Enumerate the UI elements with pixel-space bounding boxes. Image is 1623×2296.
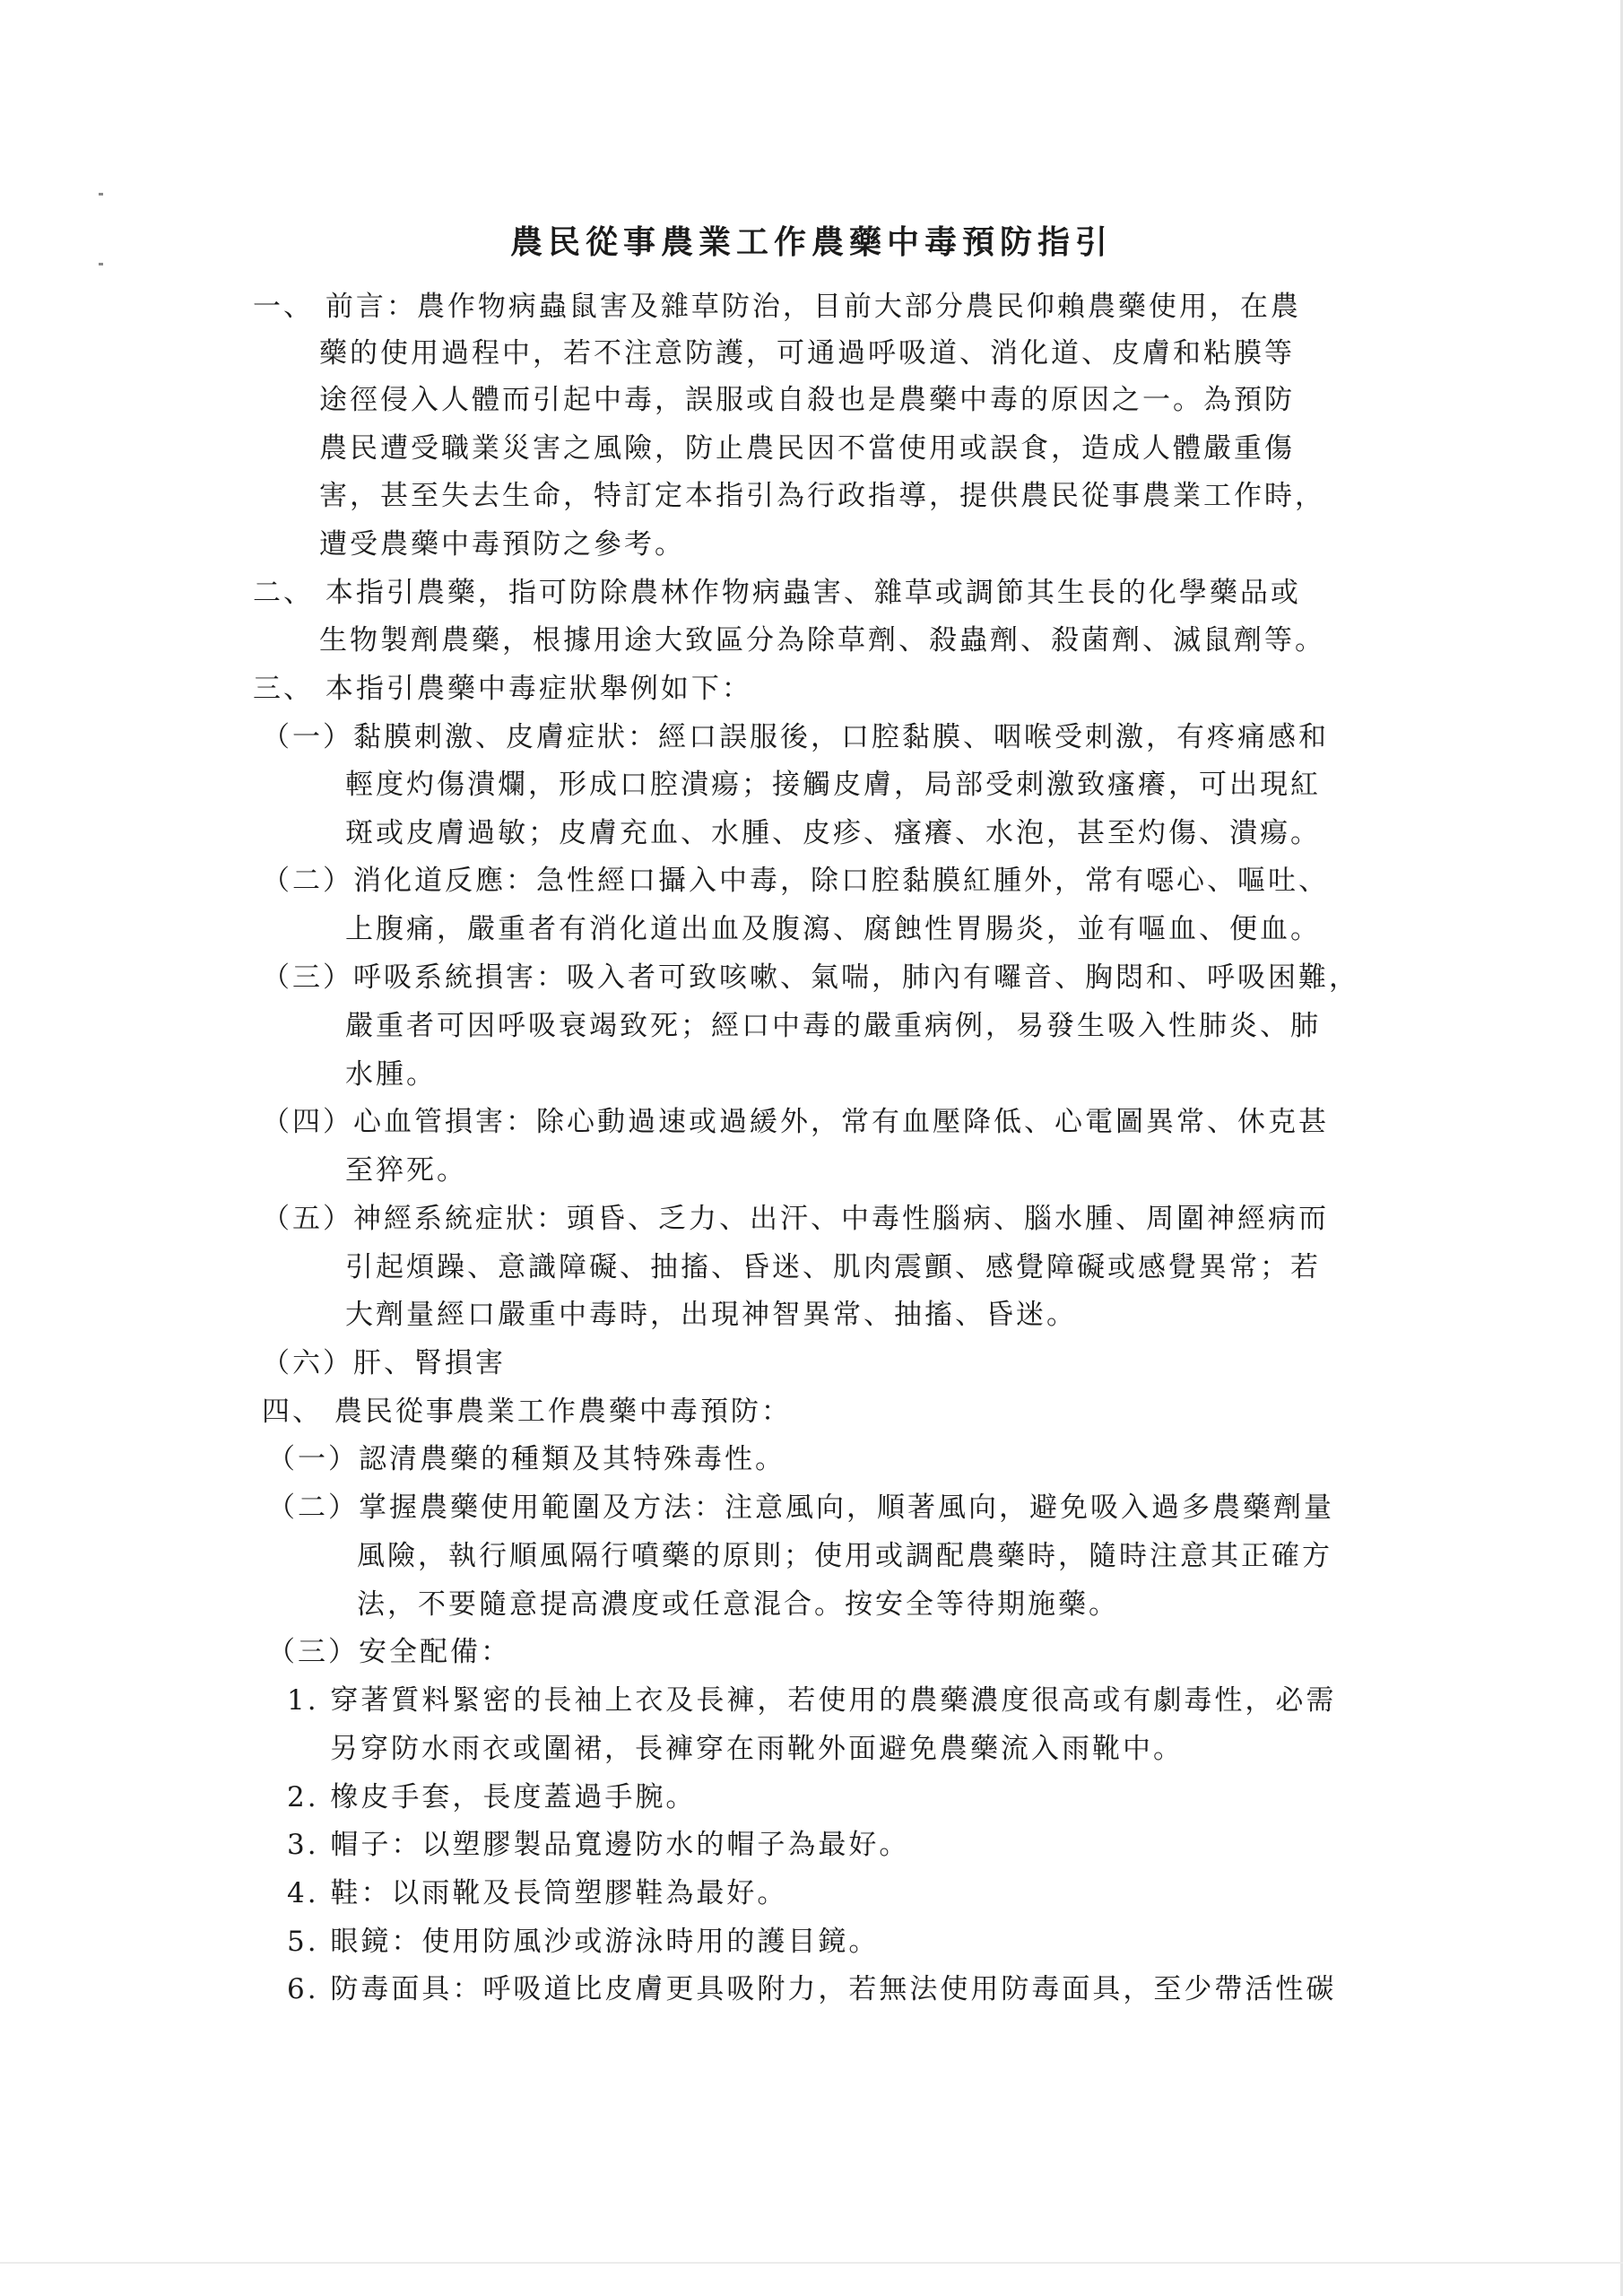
body-line: 途徑侵入人體而引起中毒，誤服或自殺也是農藥中毒的原因之一。為預防: [319, 384, 1295, 416]
body-line: 生物製劑農藥，根據用途大致區分為除草劑、殺蟲劑、殺菌劑、滅鼠劑等。: [319, 624, 1325, 657]
document-title: 農民從事農業工作農藥中毒預防指引: [509, 223, 1113, 261]
body-line: 三、 本指引農藥中毒症狀舉例如下：: [253, 673, 752, 705]
body-line: 遭受農藥中毒預防之參考。: [319, 528, 685, 561]
body-line: （二）消化道反應：急性經口攝入中毒，除口腔黏膜紅腫外，常有噁心、嘔吐、: [262, 865, 1329, 897]
body-line: 風險，執行順風隔行噴藥的原則；使用或調配農藥時，隨時注意其正確方: [357, 1540, 1332, 1572]
body-line: （四）心血管損害：除心動過速或過緩外，常有血壓降低、心電圖異常、休克甚: [262, 1106, 1329, 1138]
scan-bottom-line: [0, 2262, 1623, 2264]
body-line: （一）黏膜刺激、皮膚症狀：經口誤服後，口腔黏膜、咽喉受刺激，有疼痛感和: [262, 721, 1329, 753]
body-line: （五）神經系統症狀：頭昏、乏力、出汗、中毒性腦病、腦水腫、周圍神經病而: [262, 1203, 1329, 1235]
scan-speck: [99, 263, 103, 265]
body-line: 嚴重者可因呼吸衰竭致死；經口中毒的嚴重病例，易發生吸入性肺炎、肺: [345, 1010, 1321, 1042]
body-line: 四、 農民從事農業工作農藥中毒預防：: [262, 1396, 792, 1428]
body-line: （三）呼吸系統損害：吸入者可致咳嗽、氣喘，肺內有囉音、胸悶和、呼吸困難，: [262, 961, 1359, 994]
body-line: （三）安全配備：: [267, 1636, 511, 1668]
body-line: 大劑量經口嚴重中毒時，出現神智異常、抽搐、昏迷。: [345, 1299, 1077, 1331]
body-line: 藥的使用過程中，若不注意防護，可通過呼吸道、消化道、皮膚和粘膜等: [319, 337, 1295, 370]
body-line: 6. 防毒面具：呼吸道比皮膚更具吸附力，若無法使用防毒面具，至少帶活性碳: [287, 1973, 1337, 2005]
body-line: （二）掌握農藥使用範圍及方法：注意風向，順著風向，避免吸入過多農藥劑量: [267, 1492, 1334, 1524]
body-line: 二、 本指引農藥，指可防除農林作物病蟲害、雜草或調節其生長的化學藥品或: [253, 577, 1301, 609]
body-line: 害，甚至失去生命，特訂定本指引為行政指導，提供農民從事農業工作時，: [319, 480, 1325, 512]
body-line: 輕度灼傷潰爛，形成口腔潰瘍；接觸皮膚，局部受刺激致瘙癢，可出現紅: [345, 769, 1321, 801]
body-line: 水腫。: [345, 1058, 437, 1091]
body-line: 4. 鞋：以雨靴及長筒塑膠鞋為最好。: [287, 1877, 788, 1909]
body-line: 至猝死。: [345, 1154, 467, 1187]
body-line: 2. 橡皮手套，長度蓋過手腕。: [287, 1781, 697, 1813]
body-line: 引起煩躁、意識障礙、抽搐、昏迷、肌肉震顫、感覺障礙或感覺異常；若: [345, 1251, 1321, 1283]
body-line: （一）認清農藥的種類及其特殊毒性。: [267, 1443, 785, 1475]
body-line: 法，不要隨意提高濃度或任意混合。按安全等待期施藥。: [357, 1588, 1119, 1621]
scan-speck: [99, 193, 103, 196]
body-line: 5. 眼鏡：使用防風沙或游泳時用的護目鏡。: [287, 1926, 880, 1958]
body-line: 斑或皮膚過敏；皮膚充血、水腫、皮疹、瘙癢、水泡，甚至灼傷、潰瘍。: [345, 817, 1321, 849]
body-line: 另穿防水雨衣或圍裙，長褲穿在雨靴外面避免農藥流入雨靴中。: [330, 1733, 1184, 1765]
body-line: （六）肝、腎損害: [262, 1347, 506, 1379]
body-line: 農民遭受職業災害之風險，防止農民因不當使用或誤食，造成人體嚴重傷: [319, 432, 1295, 465]
body-line: 3. 帽子：以塑膠製品寬邊防水的帽子為最好。: [287, 1829, 910, 1861]
body-line: 上腹痛，嚴重者有消化道出血及腹瀉、腐蝕性胃腸炎，並有嘔血、便血。: [345, 913, 1321, 945]
body-line: 一、 前言：農作物病蟲鼠害及雜草防治，目前大部分農民仰賴農藥使用，在農: [253, 291, 1301, 323]
body-line: 1. 穿著質料緊密的長袖上衣及長褲，若使用的農藥濃度很高或有劇毒性，必需: [287, 1684, 1337, 1717]
